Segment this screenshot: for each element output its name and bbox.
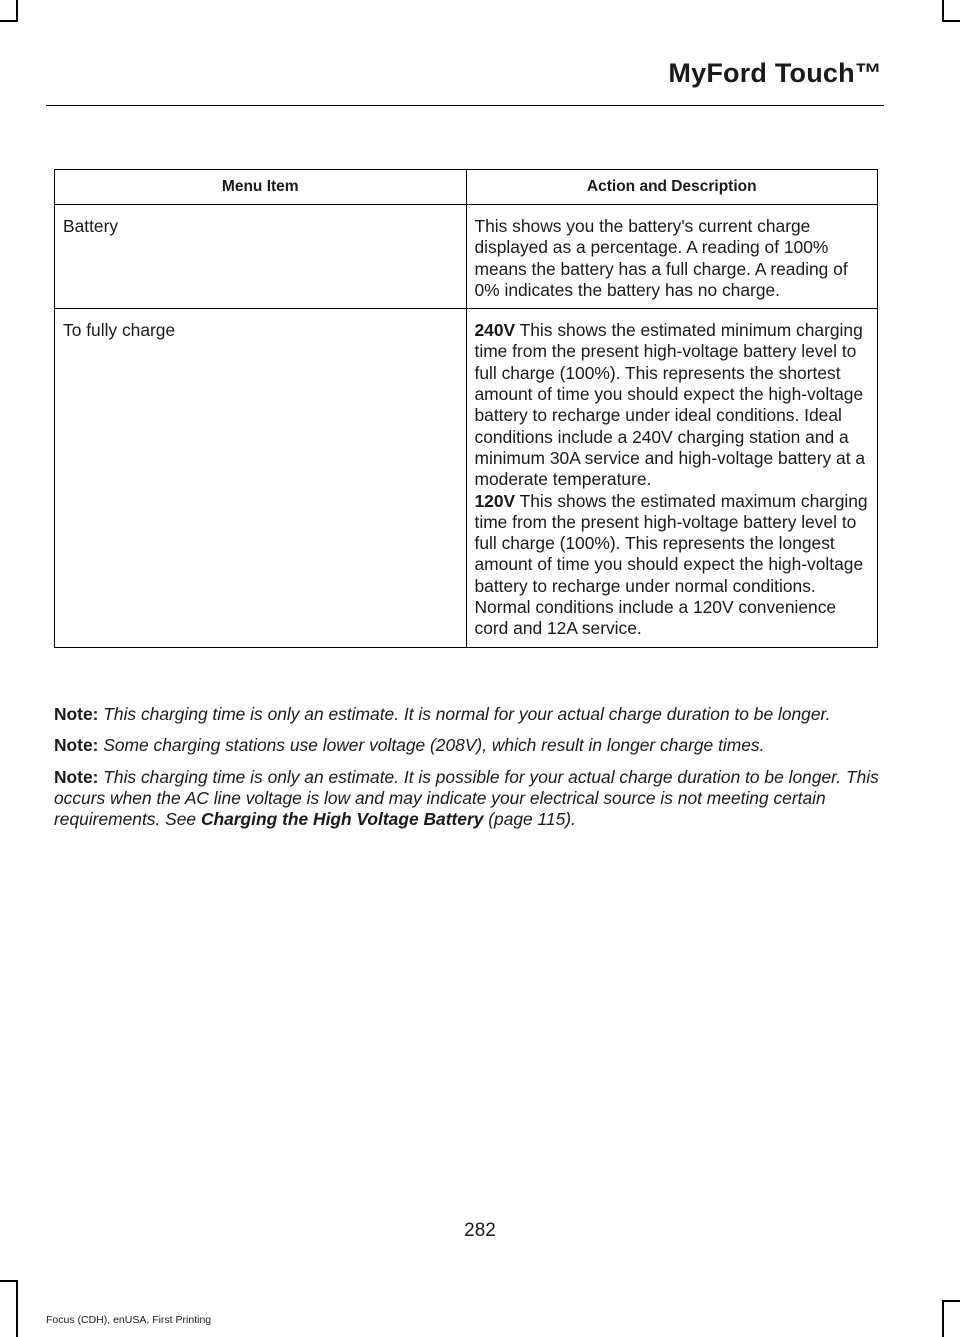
cross-reference-link[interactable]: Charging the High Voltage Battery bbox=[200, 809, 484, 830]
crop-mark bbox=[942, 0, 944, 22]
description-paragraph-120v bbox=[475, 491, 872, 640]
page-title: MyFord Touch™ bbox=[668, 58, 882, 88]
note-text: This charging time is only an estimate. It is normal for your actual charge duration to be longer. bbox=[98, 704, 831, 724]
note-label: Note: bbox=[54, 704, 99, 724]
note bbox=[54, 767, 880, 831]
note-label: Note: bbox=[54, 735, 99, 756]
crop-mark bbox=[942, 1300, 944, 1337]
description-cell: This shows you the battery's current charge displayed as a percentage. A reading of 100% means the battery has a full charge. A reading of 0% indicates the battery has no charge. bbox=[466, 205, 878, 309]
table-row bbox=[55, 205, 878, 309]
crop-mark bbox=[0, 1280, 18, 1282]
note bbox=[54, 704, 880, 725]
page-number: 282 bbox=[464, 1220, 496, 1241]
column-header-action: Action and Description bbox=[466, 170, 878, 205]
notes-section bbox=[54, 704, 880, 840]
voltage-label: 240V bbox=[474, 320, 516, 341]
footer-text: Focus (CDH), enUSA, First Printing bbox=[46, 1314, 212, 1326]
crop-mark bbox=[942, 1300, 960, 1302]
column-header-menu-item: Menu Item bbox=[55, 170, 467, 205]
header-divider bbox=[46, 105, 884, 106]
note-text: Some charging stations use lower voltage (208V), which result in longer charge times. bbox=[98, 735, 765, 756]
description-text: This shows the estimated minimum charging time from the present high-voltage battery level to full charge (100%). This represents the shortest amount of time you should expect the high-voltage battery to recharge under ideal conditions. Ideal conditions include a 240V charging station and a minimum 30A service and high-voltage battery at a moderate temperature. bbox=[474, 320, 866, 490]
crop-mark bbox=[16, 1280, 18, 1337]
note-text: This charging time is only an estimate. It is possible for your actual charge duration to be longer. This occurs when the AC line voltage is low and may indicate your electrical source is not meeting certain requirements. See bbox=[54, 766, 879, 830]
note-label: Note: bbox=[54, 766, 99, 787]
crop-mark bbox=[942, 20, 960, 22]
voltage-label: 120V bbox=[474, 490, 516, 511]
table-row bbox=[55, 309, 878, 647]
menu-table bbox=[54, 169, 878, 648]
page-reference: (page 115). bbox=[483, 809, 576, 830]
note bbox=[54, 735, 880, 756]
description-cell bbox=[466, 309, 878, 647]
crop-mark bbox=[16, 0, 18, 22]
menu-item-cell: To fully charge bbox=[55, 309, 467, 647]
table-header-row bbox=[55, 170, 878, 205]
menu-item-cell: Battery bbox=[55, 205, 467, 309]
crop-mark bbox=[0, 20, 18, 22]
description-text: This shows the estimated maximum charging time from the present high-voltage battery level to full charge (100%). This represents the longest amount of time you should expect the high-voltage battery to recharge under normal conditions. Normal conditions include a 120V convenience cord and 12A service. bbox=[474, 490, 868, 639]
description-paragraph-240v bbox=[475, 320, 872, 490]
